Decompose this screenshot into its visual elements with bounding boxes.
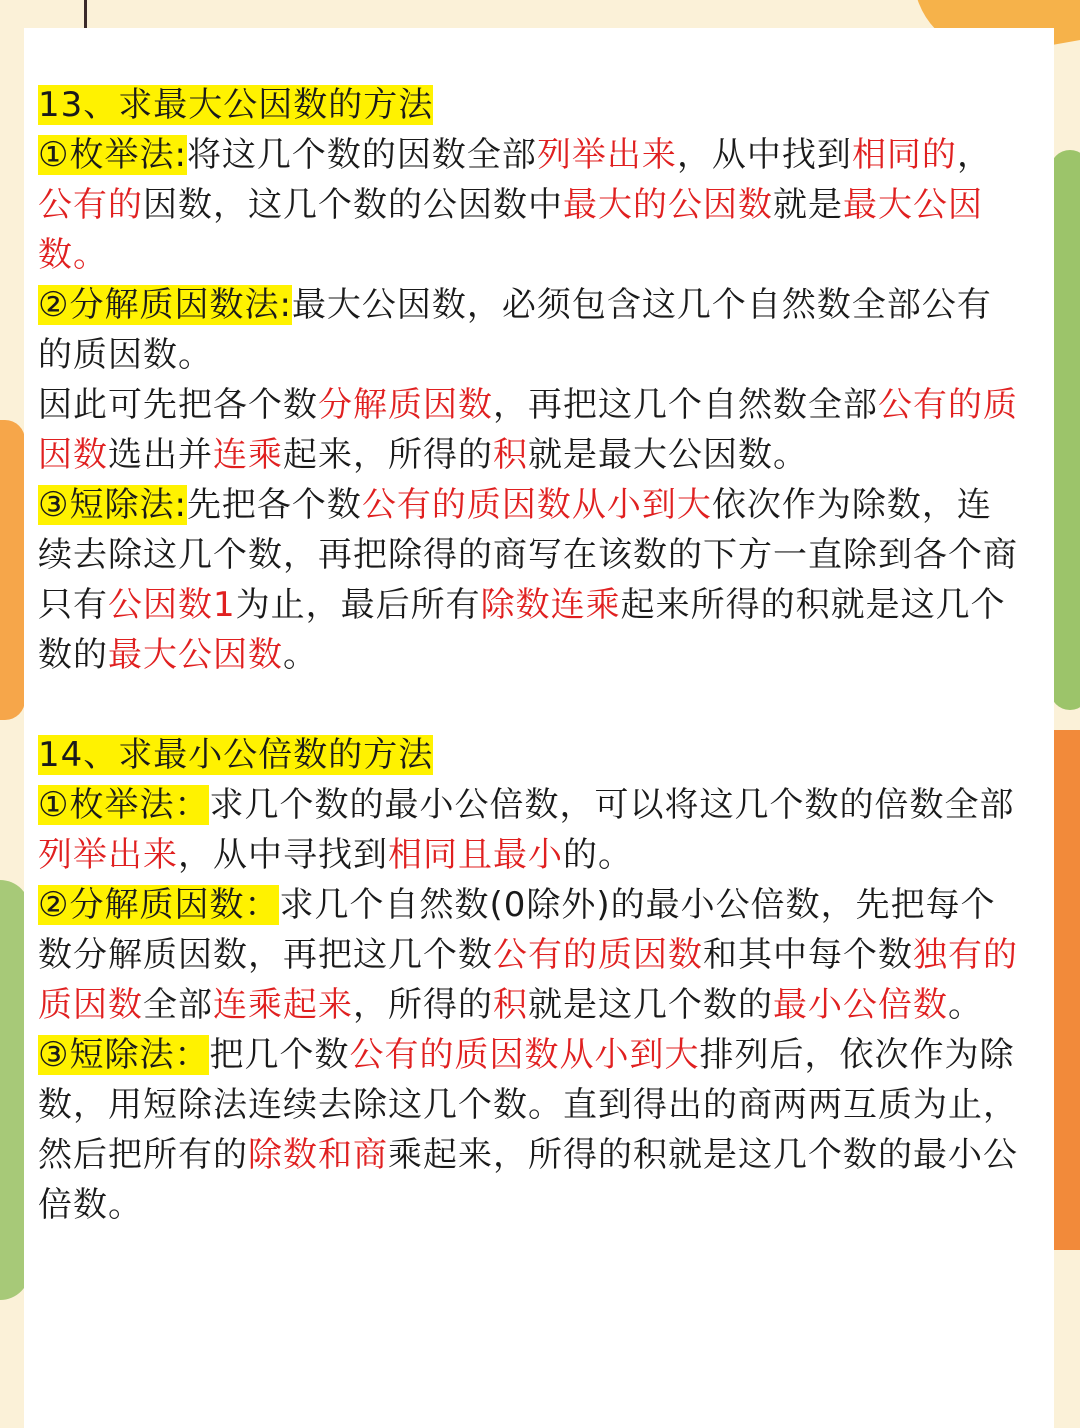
text-segment: 的质因数。 (38, 335, 213, 375)
text-segment: 因数，这几个数的公因数中 (143, 185, 563, 225)
text-segment: 就是这几个数的 (528, 985, 773, 1025)
text-segment: 。 (948, 985, 983, 1025)
key-term: 公有的质 (878, 385, 1018, 425)
method-label: ②分解质因数： (38, 885, 280, 925)
key-term: 连乘起来 (213, 985, 353, 1025)
text-segment: 就是最大公因数。 (528, 435, 808, 475)
section-lcm (38, 730, 1048, 1230)
text-line (38, 1030, 1048, 1080)
key-term: 列举出来 (38, 835, 178, 875)
key-term: 公有的质因数从小到大 (361, 485, 712, 525)
method-label: ①枚举法： (38, 785, 210, 825)
section-title (38, 730, 1048, 780)
text-segment: 数分解质因数，再把这几个数 (38, 935, 493, 975)
text-segment: 最大公因数，必须包含这几个自然数全部公有 (291, 285, 992, 325)
method-label: ②分解质因数法: (38, 285, 292, 325)
key-term: 分解质因数 (318, 385, 493, 425)
key-term: 质因数 (38, 985, 143, 1025)
text-segment: 续去除这几个数，再把除得的商写在该数的下方一直除到各个商 (38, 535, 1018, 575)
text-line (38, 530, 1048, 580)
text-line (38, 280, 1048, 330)
text-line (38, 830, 1048, 880)
key-term: 最大公因数 (108, 635, 283, 675)
notes-card (24, 28, 1054, 1428)
text-line (38, 1080, 1048, 1130)
text-segment: ，再把这几个自然数全部 (493, 385, 878, 425)
text-line (38, 580, 1048, 630)
text-segment: 倍数。 (38, 1185, 143, 1225)
section-title-text: 13、求最大公因数的方法 (38, 85, 434, 125)
text-line (38, 880, 1048, 930)
text-segment: 起来所得的积就是这几个 (620, 585, 1006, 625)
text-line (38, 380, 1048, 430)
section-gcd (38, 80, 1048, 680)
text-segment: 和其中每个数 (703, 935, 913, 975)
text-segment: 选出并 (108, 435, 213, 475)
key-term: 数。 (38, 235, 108, 275)
text-line (38, 1130, 1048, 1180)
text-line (38, 630, 1048, 680)
key-term: 连乘 (213, 435, 283, 475)
text-segment: 数，用短除法连续去除这几个数。直到得出的商两两互质为止， (38, 1085, 1018, 1125)
text-segment: 然后把所有的 (38, 1135, 248, 1175)
text-line (38, 180, 1048, 230)
method-label: ③短除法: (38, 485, 187, 525)
text-segment: 。 (283, 635, 318, 675)
key-term: 公有的 (38, 185, 143, 225)
text-line (38, 980, 1048, 1030)
key-term: 除数和商 (248, 1135, 388, 1175)
text-line (38, 1180, 1048, 1230)
key-term: 公有的质因数 (493, 935, 703, 975)
key-term: 列举出来 (536, 135, 677, 175)
text-segment: 全部 (143, 985, 213, 1025)
text-line (38, 480, 1048, 530)
text-segment: 依次作为除数，连 (711, 485, 992, 525)
section-body (38, 130, 1048, 680)
background-stick (84, 0, 87, 30)
text-line (38, 780, 1048, 830)
key-term: 积 (493, 435, 528, 475)
method-label: ③短除法： (38, 1035, 210, 1075)
text-segment: ， (956, 135, 992, 175)
key-term: 因数 (38, 435, 108, 475)
text-segment: 的。 (563, 835, 633, 875)
section-body (38, 780, 1048, 1230)
text-segment: 数的 (38, 635, 108, 675)
background-orange-shape-left (0, 420, 25, 720)
text-line (38, 130, 1048, 180)
text-line (38, 930, 1048, 980)
key-term: 相同的 (851, 135, 957, 175)
section-title-text: 14、求最小公倍数的方法 (38, 735, 434, 775)
key-term: 公因数1 (108, 585, 236, 625)
text-segment: 只有 (38, 585, 108, 625)
text-segment: 就是 (773, 185, 843, 225)
key-term: 积 (493, 985, 528, 1025)
text-segment: 先把各个数 (186, 485, 362, 525)
method-label: ①枚举法: (38, 135, 187, 175)
text-segment: 求几个自然数(0除外)的最小公倍数，先把每个 (279, 885, 996, 925)
text-line (38, 330, 1048, 380)
text-segment: ，所得的 (353, 985, 493, 1025)
section-title (38, 80, 1048, 130)
text-segment: 为止，最后所有 (235, 585, 481, 625)
key-term: 最小公倍数 (773, 985, 948, 1025)
text-segment: 排列后，依次作为除 (699, 1035, 1015, 1075)
key-term: 最大公因 (843, 185, 983, 225)
text-segment: 乘起来，所得的积就是这几个数的最小公 (388, 1135, 1018, 1175)
key-term: 相同且最小 (388, 835, 563, 875)
key-term: 独有的 (913, 935, 1018, 975)
text-segment: 把几个数 (209, 1035, 350, 1075)
key-term: 最大的公因数 (563, 185, 773, 225)
text-line (38, 230, 1048, 280)
text-segment: 因此可先把各个数 (38, 385, 318, 425)
key-term: 除数连乘 (480, 585, 621, 625)
key-term: 公有的质因数从小到大 (349, 1035, 700, 1075)
text-segment: 求几个数的最小公倍数，可以将这几个数的倍数全部 (209, 785, 1015, 825)
text-line (38, 430, 1048, 480)
text-segment: ，从中寻找到 (178, 835, 388, 875)
background-green-shape-right (1050, 150, 1080, 710)
text-segment: 将这几个数的因数全部 (186, 135, 537, 175)
text-segment: 起来，所得的 (283, 435, 493, 475)
text-segment: ，从中找到 (676, 135, 852, 175)
